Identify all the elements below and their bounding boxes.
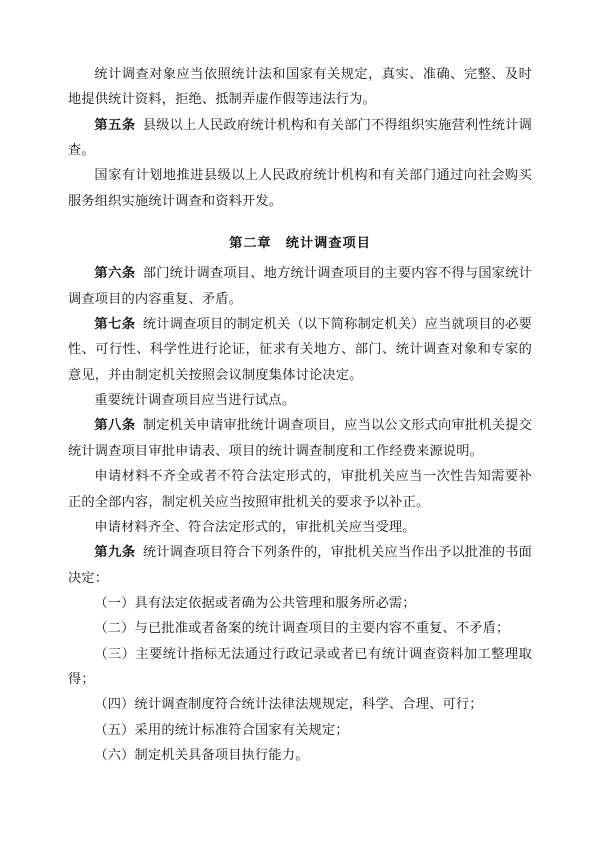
article-number: 第五条 <box>94 117 136 133</box>
article-text: 制定机关申请审批统计调查项目，应当以公文形式向审批机关提交统计调查项目审批申请表、项目的统计调查制度和工作经费来源说明。 <box>68 418 532 459</box>
article-7 <box>68 312 532 388</box>
article-text: 统计调查项目的制定机关（以下简称制定机关）应当就项目的必要性、可行性、科学性进行论证，征求有关地方、部门、统计调查对象和专家的意见，并由制定机关按照会议制度集体讨论决定。 <box>68 317 532 383</box>
paragraph: 统计调查对象应当依照统计法和国家有关规定，真实、准确、完整、及时地提供统计资料，拒绝、抵制弄虚作假等违法行为。 <box>68 67 532 108</box>
article-number: 第六条 <box>94 266 136 282</box>
list-item: （一）具有法定依据或者确为公共管理和服务所必需； <box>94 595 416 611</box>
document-body <box>68 62 532 768</box>
list-item: （四）统计调查制度符合统计法律法规规定，科学、合理、可行； <box>94 697 483 713</box>
article-9 <box>68 540 532 591</box>
article-8 <box>68 413 532 464</box>
chapter-heading: 第二章 统计调查项目 <box>229 236 371 252</box>
list-item: （六）制定机关具备项目执行能力。 <box>94 747 309 763</box>
list-item: （二）与已批准或者备案的统计调查项目的主要内容不重复、不矛盾； <box>94 621 510 637</box>
article-number: 第九条 <box>94 545 136 561</box>
article-number: 第七条 <box>94 317 136 333</box>
article-6 <box>68 261 532 312</box>
article-5 <box>68 113 532 164</box>
list-item: （三）主要统计指标无法通过行政记录或者已有统计调查资料加工整理取得； <box>68 646 532 687</box>
article-text: 县级以上人民政府统计机构和有关部门不得组织实施营利性统计调查。 <box>68 117 532 159</box>
paragraph: 申请材料齐全、符合法定形式的，审批机关应当受理。 <box>94 519 416 535</box>
article-number: 第八条 <box>94 418 136 434</box>
paragraph: 国家有计划地推进县级以上人民政府统计机构和有关部门通过向社会购买服务组织实施统计调查和资料开发。 <box>68 168 532 209</box>
paragraph: 重要统计调查项目应当进行试点。 <box>94 393 296 409</box>
list-item: （五）采用的统计标准符合国家有关规定； <box>94 722 349 738</box>
article-text: 部门统计调查项目、地方统计调查项目的主要内容不得与国家统计调查项目的内容重复、矛盾。 <box>68 266 532 307</box>
article-text: 统计调查项目符合下列条件的，审批机关应当作出予以批准的书面决定： <box>68 545 532 586</box>
paragraph: 申请材料不齐全或者不符合法定形式的，审批机关应当一次性告知需要补正的全部内容，制定机关应当按照审批机关的要求予以补正。 <box>68 469 532 510</box>
